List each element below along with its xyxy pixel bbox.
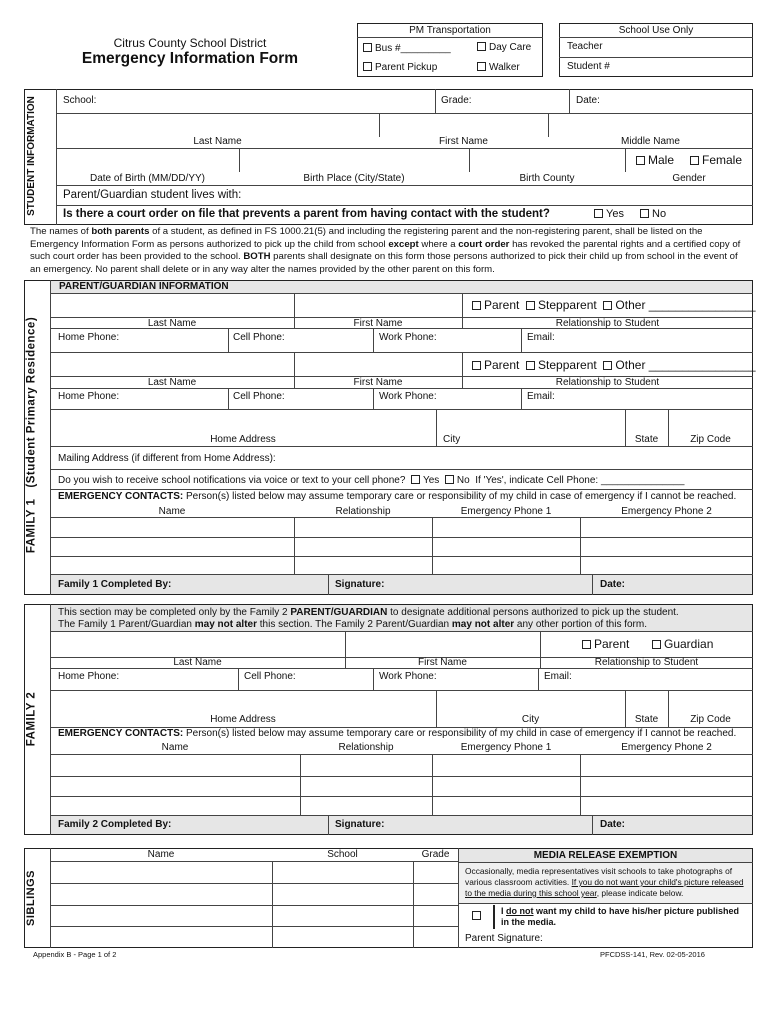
f1-p1-home-phone-label: Home Phone: bbox=[58, 332, 120, 343]
middle-name-label: Middle Name bbox=[621, 136, 680, 147]
court-order-question: Is there a court order on file that prevents a parent from having contact with the student? bbox=[63, 208, 550, 220]
student-info-side-label: STUDENT INFORMATION bbox=[26, 96, 37, 216]
footer-form-number: PFCDSS-141, Rev. 02-05-2016 bbox=[600, 950, 705, 959]
f2-last-name-label: Last Name bbox=[173, 657, 222, 668]
f2-completed-by-label: Family 2 Completed By: bbox=[58, 819, 172, 830]
f1-zip-label: Zip Code bbox=[690, 434, 731, 445]
court-no-option[interactable]: No bbox=[640, 209, 666, 220]
family1-side-label: FAMILY 1 (Student Primary Residence) bbox=[25, 316, 38, 554]
parent-pickup-checkbox[interactable] bbox=[363, 62, 372, 71]
birth-county-label: Birth County bbox=[519, 173, 575, 184]
school-use-title: School Use Only bbox=[618, 25, 694, 36]
female-checkbox[interactable] bbox=[690, 156, 699, 165]
f1-notify-yes[interactable]: Yes bbox=[411, 475, 439, 486]
dob-label: Date of Birth (MM/DD/YY) bbox=[89, 173, 206, 184]
f1-p1-work-phone-label: Work Phone: bbox=[379, 332, 437, 343]
court-no-checkbox[interactable] bbox=[640, 209, 649, 218]
f1-p2-home-phone-label: Home Phone: bbox=[58, 391, 120, 402]
f1-p2-stepparent[interactable]: Stepparent bbox=[526, 358, 597, 372]
daycare-option[interactable]: Day Care bbox=[477, 42, 531, 53]
f2-home-phone-label: Home Phone: bbox=[58, 671, 120, 682]
f1-p2-relationship-options bbox=[472, 359, 756, 371]
f1-home-address-label: Home Address bbox=[210, 434, 276, 445]
birth-place-label: Birth Place (City/State) bbox=[303, 173, 405, 184]
pm-transportation-title: PM Transportation bbox=[409, 25, 491, 36]
f1-p2-work-phone-label: Work Phone: bbox=[379, 391, 437, 402]
f2-ec-phone1-header: Emergency Phone 1 bbox=[460, 742, 552, 753]
female-option[interactable]: Female bbox=[690, 154, 742, 166]
f1-mailing-address-label: Mailing Address (if different from Home Address): bbox=[58, 453, 276, 464]
male-option[interactable]: Male bbox=[636, 154, 674, 166]
f1-date-label: Date: bbox=[600, 579, 626, 590]
f2-instructions-line1: This section may be completed only by the Family 2 PARENT/GUARDIAN to designate additional persons authorized to pick up the student. bbox=[58, 607, 679, 618]
f2-signature-label: Signature: bbox=[335, 819, 385, 830]
f1-ec-phone2-header: Emergency Phone 2 bbox=[621, 506, 712, 517]
siblings-side-label: SIBLINGS bbox=[25, 870, 37, 926]
bus-option[interactable]: Bus #_________ bbox=[363, 43, 451, 54]
f2-state-label: State bbox=[634, 714, 659, 725]
f1-signature-label: Signature: bbox=[335, 579, 385, 590]
footer-page-label: Appendix B - Page 1 of 2 bbox=[33, 950, 117, 959]
f1-notify-question: Do you wish to receive school notifications via voice or text to your cell phone? Yes No If 'Yes', indicate Cell Phone: _______________ bbox=[58, 475, 685, 486]
f1-p2-email-label: Email: bbox=[527, 391, 555, 402]
f1-state-label: State bbox=[634, 434, 659, 445]
f2-guardian-option[interactable]: Guardian bbox=[652, 638, 713, 650]
media-optout-checkbox[interactable] bbox=[472, 911, 484, 922]
last-name-label: Last Name bbox=[193, 136, 242, 147]
f1-emergency-contacts-header: EMERGENCY CONTACTS: Person(s) listed below may assume temporary care or responsibility of my child in case of emergency if I cannot be reached. bbox=[58, 491, 737, 502]
lives-with-label: Parent/Guardian student lives with: bbox=[63, 189, 242, 201]
f2-cell-phone-label: Cell Phone: bbox=[244, 671, 296, 682]
f2-relationship-label: Relationship to Student bbox=[594, 657, 699, 668]
f1-p1-email-label: Email: bbox=[527, 332, 555, 343]
f2-ec-phone2-header: Emergency Phone 2 bbox=[621, 742, 712, 753]
parent-pickup-option[interactable]: Parent Pickup bbox=[363, 62, 437, 73]
f2-ec-name-header: Name bbox=[161, 742, 189, 753]
f1-p1-relationship-options bbox=[472, 299, 756, 311]
f2-home-address-label: Home Address bbox=[210, 714, 276, 725]
f1-completed-by-label: Family 1 Completed By: bbox=[58, 579, 172, 590]
court-yes-checkbox[interactable] bbox=[594, 209, 603, 218]
walker-option[interactable]: Walker bbox=[477, 62, 520, 73]
f1-p2-relationship-label: Relationship to Student bbox=[555, 377, 660, 388]
f2-instructions-line2: The Family 1 Parent/Guardian may not alter this section. The Family 2 Parent/Guardian may not alter any other portion of this form. bbox=[58, 619, 647, 630]
media-optout-label: I do not want my child to have his/her picture published in the media. bbox=[501, 906, 740, 927]
f1-p1-other[interactable]: Other ________________ bbox=[603, 298, 755, 312]
parent-notice-paragraph: The names of both parents of a student, as defined in FS 1000.21(5) and including the registering parent and the non-registering parent, shall be listed on the Emergency Information Form as persons authorized to pick up the child from school except where a court order has revoked the parental rights and a certified copy of such court order has been provided to the school. BOTH parents shall designate on this form those persons authorized to pick their child up from school in the event of an emergency. No parent shall delete or in any way alter the names provided by the other parent on this form. bbox=[30, 226, 741, 275]
f2-emergency-contacts-header: EMERGENCY CONTACTS: Person(s) listed below may assume temporary care or responsibility of my child in case of emergency if I cannot be reached. bbox=[58, 728, 737, 739]
f1-ec-name-header: Name bbox=[158, 506, 186, 517]
f1-ec-phone1-header: Emergency Phone 1 bbox=[460, 506, 552, 517]
f2-parent-option[interactable]: Parent bbox=[582, 638, 629, 650]
student-number-label: Student # bbox=[567, 61, 610, 72]
f1-p1-parent[interactable]: Parent bbox=[472, 298, 519, 312]
siblings-school-header: School bbox=[327, 849, 358, 860]
school-label: School: bbox=[63, 95, 97, 106]
form-title: Emergency Information Form bbox=[81, 50, 299, 67]
court-yes-option[interactable]: Yes bbox=[594, 209, 624, 220]
f1-ec-relationship-header: Relationship bbox=[335, 506, 391, 517]
family2-side-label: FAMILY 2 bbox=[25, 691, 38, 747]
f1-p1-first-name-label: First Name bbox=[353, 318, 403, 329]
male-checkbox[interactable] bbox=[636, 156, 645, 165]
f1-p2-other[interactable]: Other ________________ bbox=[603, 358, 755, 372]
f1-p2-parent[interactable]: Parent bbox=[472, 358, 519, 372]
gender-label: Gender bbox=[672, 173, 706, 184]
media-release-title: MEDIA RELEASE EXEMPTION bbox=[533, 850, 678, 861]
walker-checkbox[interactable] bbox=[477, 62, 486, 71]
f2-city-label: City bbox=[521, 714, 540, 725]
media-release-description: Occasionally, media representatives visit schools to take photographs of various classroom activities. If you do not want your child's picture released to the media during this school year, please indicate below. bbox=[465, 866, 744, 898]
grade-label: Grade: bbox=[441, 95, 472, 106]
bus-checkbox[interactable] bbox=[363, 43, 372, 52]
date-label: Date: bbox=[576, 95, 600, 106]
f2-work-phone-label: Work Phone: bbox=[379, 671, 437, 682]
daycare-checkbox[interactable] bbox=[477, 42, 486, 51]
f1-p1-stepparent[interactable]: Stepparent bbox=[526, 298, 597, 312]
district-name: Citrus County School District bbox=[113, 36, 267, 50]
media-parent-signature-label: Parent Signature: bbox=[465, 933, 543, 944]
first-name-label: First Name bbox=[439, 136, 488, 147]
f2-zip-label: Zip Code bbox=[690, 714, 731, 725]
siblings-name-header: Name bbox=[147, 849, 175, 860]
f1-p2-first-name-label: First Name bbox=[353, 377, 403, 388]
parent-guardian-info-header: PARENT/GUARDIAN INFORMATION bbox=[59, 281, 229, 292]
f1-p1-last-name-label: Last Name bbox=[147, 318, 197, 329]
f2-first-name-label: First Name bbox=[418, 657, 467, 668]
f1-p2-last-name-label: Last Name bbox=[147, 377, 197, 388]
f1-p2-cell-phone-label: Cell Phone: bbox=[233, 391, 285, 402]
f2-date-label: Date: bbox=[600, 819, 626, 830]
teacher-label: Teacher bbox=[567, 41, 603, 52]
f1-p1-relationship-label: Relationship to Student bbox=[555, 318, 660, 329]
f2-email-label: Email: bbox=[544, 671, 572, 682]
siblings-grade-header: Grade bbox=[421, 849, 450, 860]
f1-p1-cell-phone-label: Cell Phone: bbox=[233, 332, 285, 343]
f1-notify-no[interactable]: No bbox=[445, 475, 470, 486]
f1-city-label: City bbox=[443, 434, 461, 445]
f2-ec-relationship-header: Relationship bbox=[338, 742, 394, 753]
